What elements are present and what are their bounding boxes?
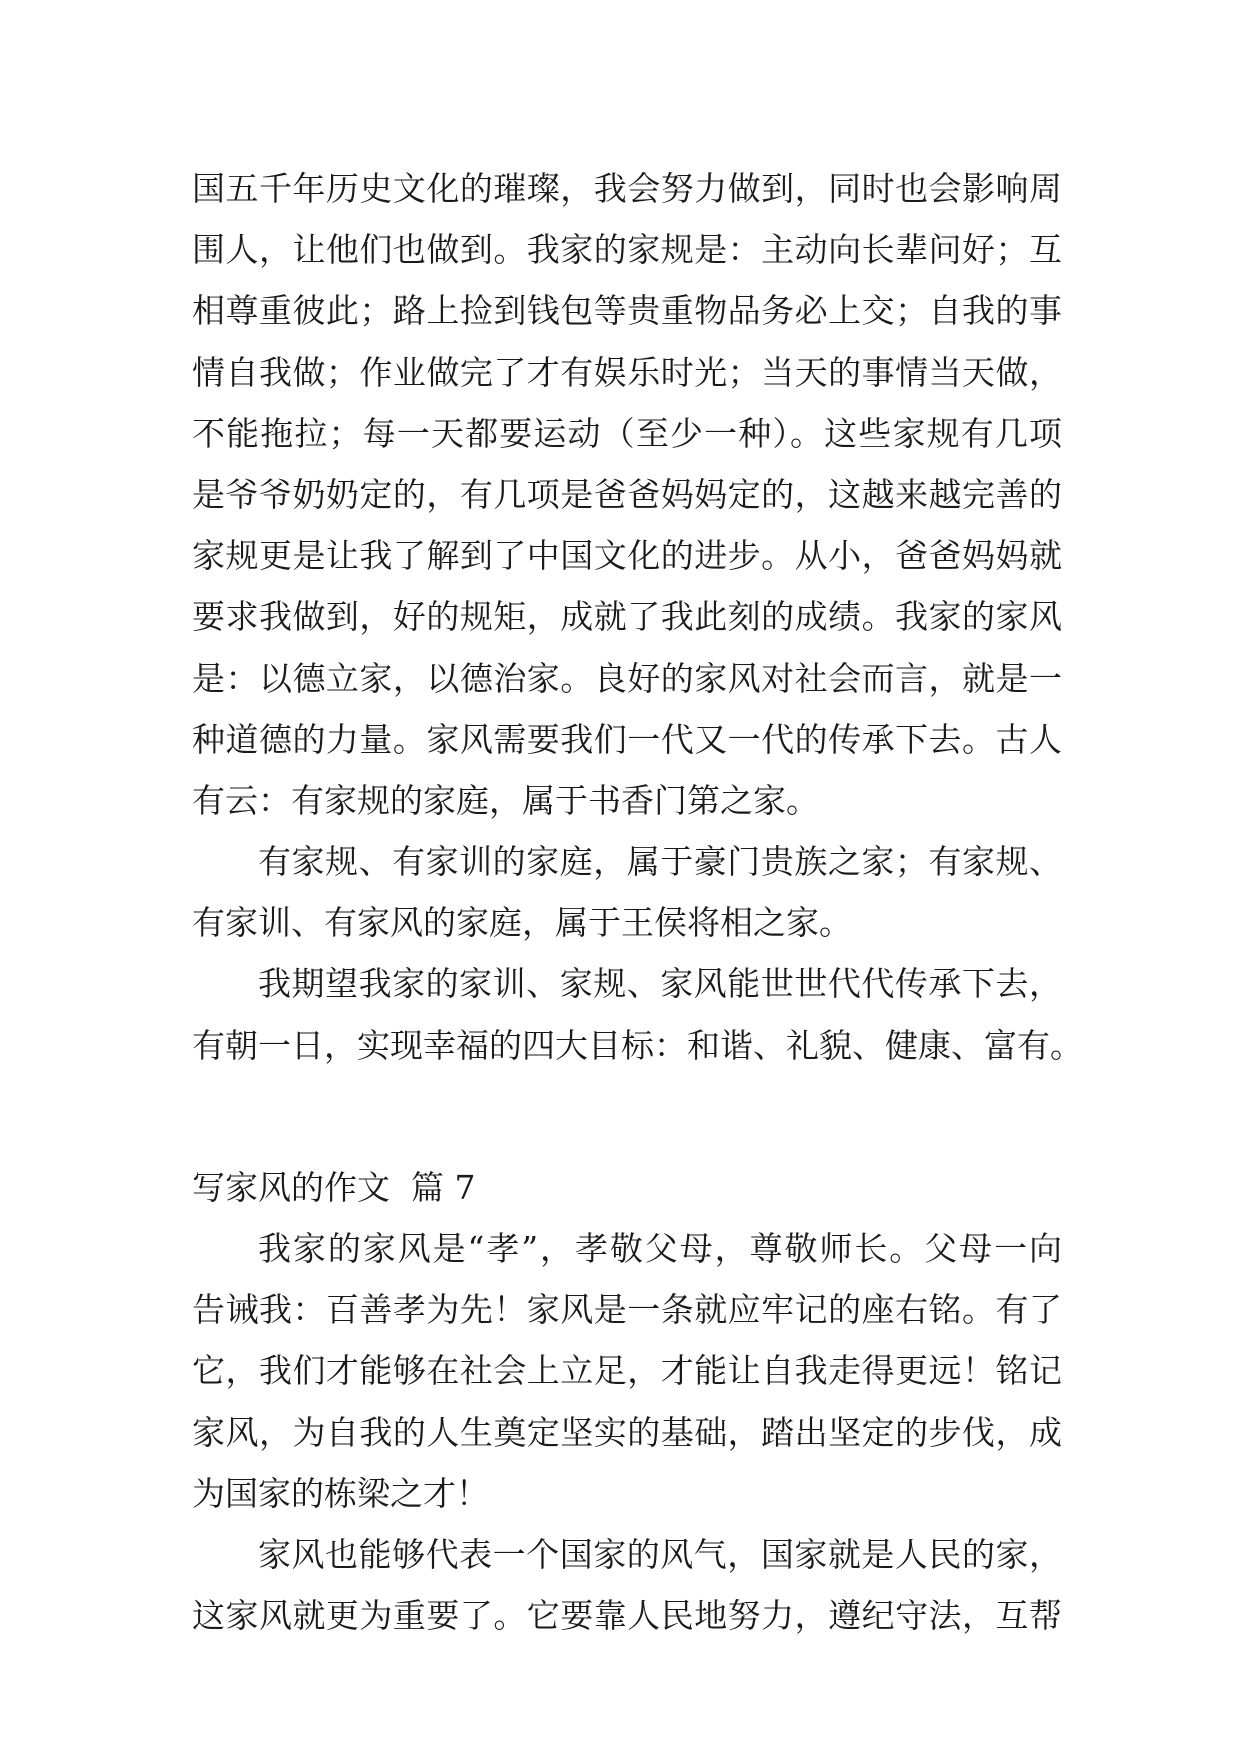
section-heading: 写家风的作文 篇 7: [192, 1167, 476, 1207]
paragraph-continued: [192, 158, 1062, 831]
paragraph: [192, 953, 1083, 1075]
text-line: 是爷爷奶奶定的，有几项是爸爸妈妈定的，这越来越完善的: [192, 474, 1062, 514]
paragraph: [192, 1218, 1062, 1524]
text-line: 家风，为自我的人生奠定坚实的基础，踏出坚定的步伐，成: [192, 1412, 1062, 1452]
text-line: 要求我做到，好的规矩，成就了我此刻的成绩。我家的家风: [192, 597, 1062, 637]
text-line: 种道德的力量。家风需要我们一代又一代的传承下去。古人: [192, 719, 1062, 759]
text-line: 有家规、有家训的家庭，属于豪门贵族之家；有家规、: [258, 842, 1062, 882]
text-line: 相尊重彼此；路上捡到钱包等贵重物品务必上交；自我的事: [192, 291, 1062, 331]
text-line: 情自我做；作业做完了才有娱乐时光；当天的事情当天做，: [192, 352, 1062, 392]
text-line: 是：以德立家，以德治家。良好的家风对社会而言，就是一: [192, 658, 1062, 698]
document-body: [192, 158, 1083, 1646]
text-line: 家风也能够代表一个国家的风气，国家就是人民的家，: [258, 1534, 1062, 1574]
text-line: 不能拖拉；每一天都要运动（至少一种）。这些家规有几项: [192, 413, 1062, 453]
section-gap: [192, 1076, 1062, 1157]
text-line: 它，我们才能够在社会上立足，才能让自我走得更远！铭记: [192, 1351, 1062, 1391]
text-line: 围人，让他们也做到。我家的家规是：主动向长辈问好；互: [192, 230, 1062, 270]
text-line: 我家的家风是“孝”，孝敬父母，尊敬师长。父母一向: [258, 1229, 1062, 1268]
text-line: 国五千年历史文化的璀璨，我会努力做到，同时也会影响周: [192, 169, 1062, 208]
text-line: 这家风就更为重要了。它要靠人民地努力，遵纪守法，互帮: [192, 1596, 1062, 1636]
paragraph: [192, 1524, 1062, 1646]
text-line: 为国家的栋梁之才！: [192, 1473, 489, 1513]
paragraph: [192, 831, 1062, 953]
text-line: 家规更是让我了解到了中国文化的进步。从小，爸爸妈妈就: [192, 536, 1062, 576]
text-line: 有家训、有家风的家庭，属于王侯将相之家。: [192, 903, 852, 943]
text-line: 告诫我：百善孝为先！家风是一条就应牢记的座右铭。有了: [192, 1290, 1062, 1330]
text-line: 有云：有家规的家庭，属于书香门第之家。: [192, 780, 819, 820]
text-line: 我期望我家的家训、家规、家风能世世代代传承下去，: [258, 964, 1062, 1004]
text-line: 有朝一日，实现幸福的四大目标：和谐、礼貌、健康、富有。: [192, 1025, 1083, 1065]
